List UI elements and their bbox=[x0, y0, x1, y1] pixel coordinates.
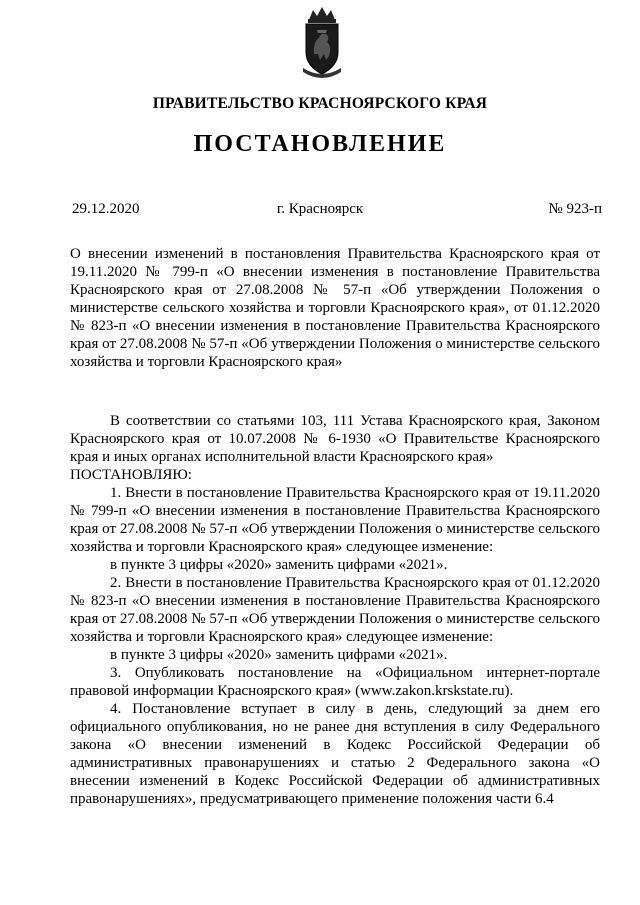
document-body bbox=[70, 412, 600, 808]
organization-title: ПРАВИТЕЛЬСТВО КРАСНОЯРСКОГО КРАЯ bbox=[152, 95, 488, 112]
item-4-paragraph: 4. Постановление вступает в силу в день, следующий за днем его официального опубликования, но не ранее дня вступления в силу Федерального закона «О внесении изменений в Кодекс Российской Федерации об административных правонарушениях и статью 2 Федерального закона «О внесении изменений в Кодекс Российской Федерации об административных правонарушениях», предусматривающего применение положения части 6.4 bbox=[70, 701, 600, 807]
item-2-change: в пункте 3 цифры «2020» заменить цифрами «2021». bbox=[110, 647, 448, 663]
coat-of-arms-icon bbox=[299, 4, 345, 80]
item-1-paragraph: 1. Внести в постановление Правительства Красноярского края от 19.11.2020 № 799-п «О внесении изменения в постановление Правительства Красноярского края от 27.08.2008 № 57-п «Об утверждении Положения о министерстве сельского хозяйства и торговли Красноярского края» следующее изменение: bbox=[70, 485, 600, 555]
document-type-title: ПОСТАНОВЛЕНИЕ bbox=[193, 131, 447, 157]
document-subject: О внесении изменений в постановления Правительства Красноярского края от 19.11.2020 № 799-п «О внесении изменения в постановление Правительства Красноярского края от 27.08.2008 № 57-п «Об утверждении Положения о министерстве сельского хозяйства и торговли Красноярского края», от 01.12.2020 № 823-п «О внесении изменения в постановление Правительства Красноярского края от 27.08.2008 № 57-п «Об утверждении Положения о министерстве сельского хозяйства и торговли Красноярского края» bbox=[70, 246, 600, 370]
item-2-paragraph: 2. Внести в постановление Правительства Красноярского края от 01.12.2020 № 823-п «О внесении изменения в постановление Правительства Красноярского края от 27.08.2008 № 57-п «Об утверждении Положения о министерстве сельского хозяйства и торговли Красноярского края» следующее изменение: bbox=[70, 575, 600, 645]
document-city: г. Красноярск bbox=[276, 201, 364, 217]
resolves-heading: ПОСТАНОВЛЯЮ: bbox=[70, 467, 192, 483]
item-3-paragraph: 3. Опубликовать постановление на «Официальном интернет-портале правовой информации Красноярского края» (www.zakon.krskstate.ru). bbox=[70, 665, 600, 699]
document-date: 29.12.2020 bbox=[72, 201, 140, 217]
document-number: № 923-п bbox=[548, 201, 602, 217]
item-1-change: в пункте 3 цифры «2020» заменить цифрами «2021». bbox=[110, 557, 448, 573]
preamble-paragraph: В соответствии со статьями 103, 111 Устава Красноярского края, Законом Красноярского края от 10.07.2008 № 6-1930 «О Правительстве Красноярского края и иных органах исполнительной власти Красноярского края» bbox=[70, 413, 600, 465]
